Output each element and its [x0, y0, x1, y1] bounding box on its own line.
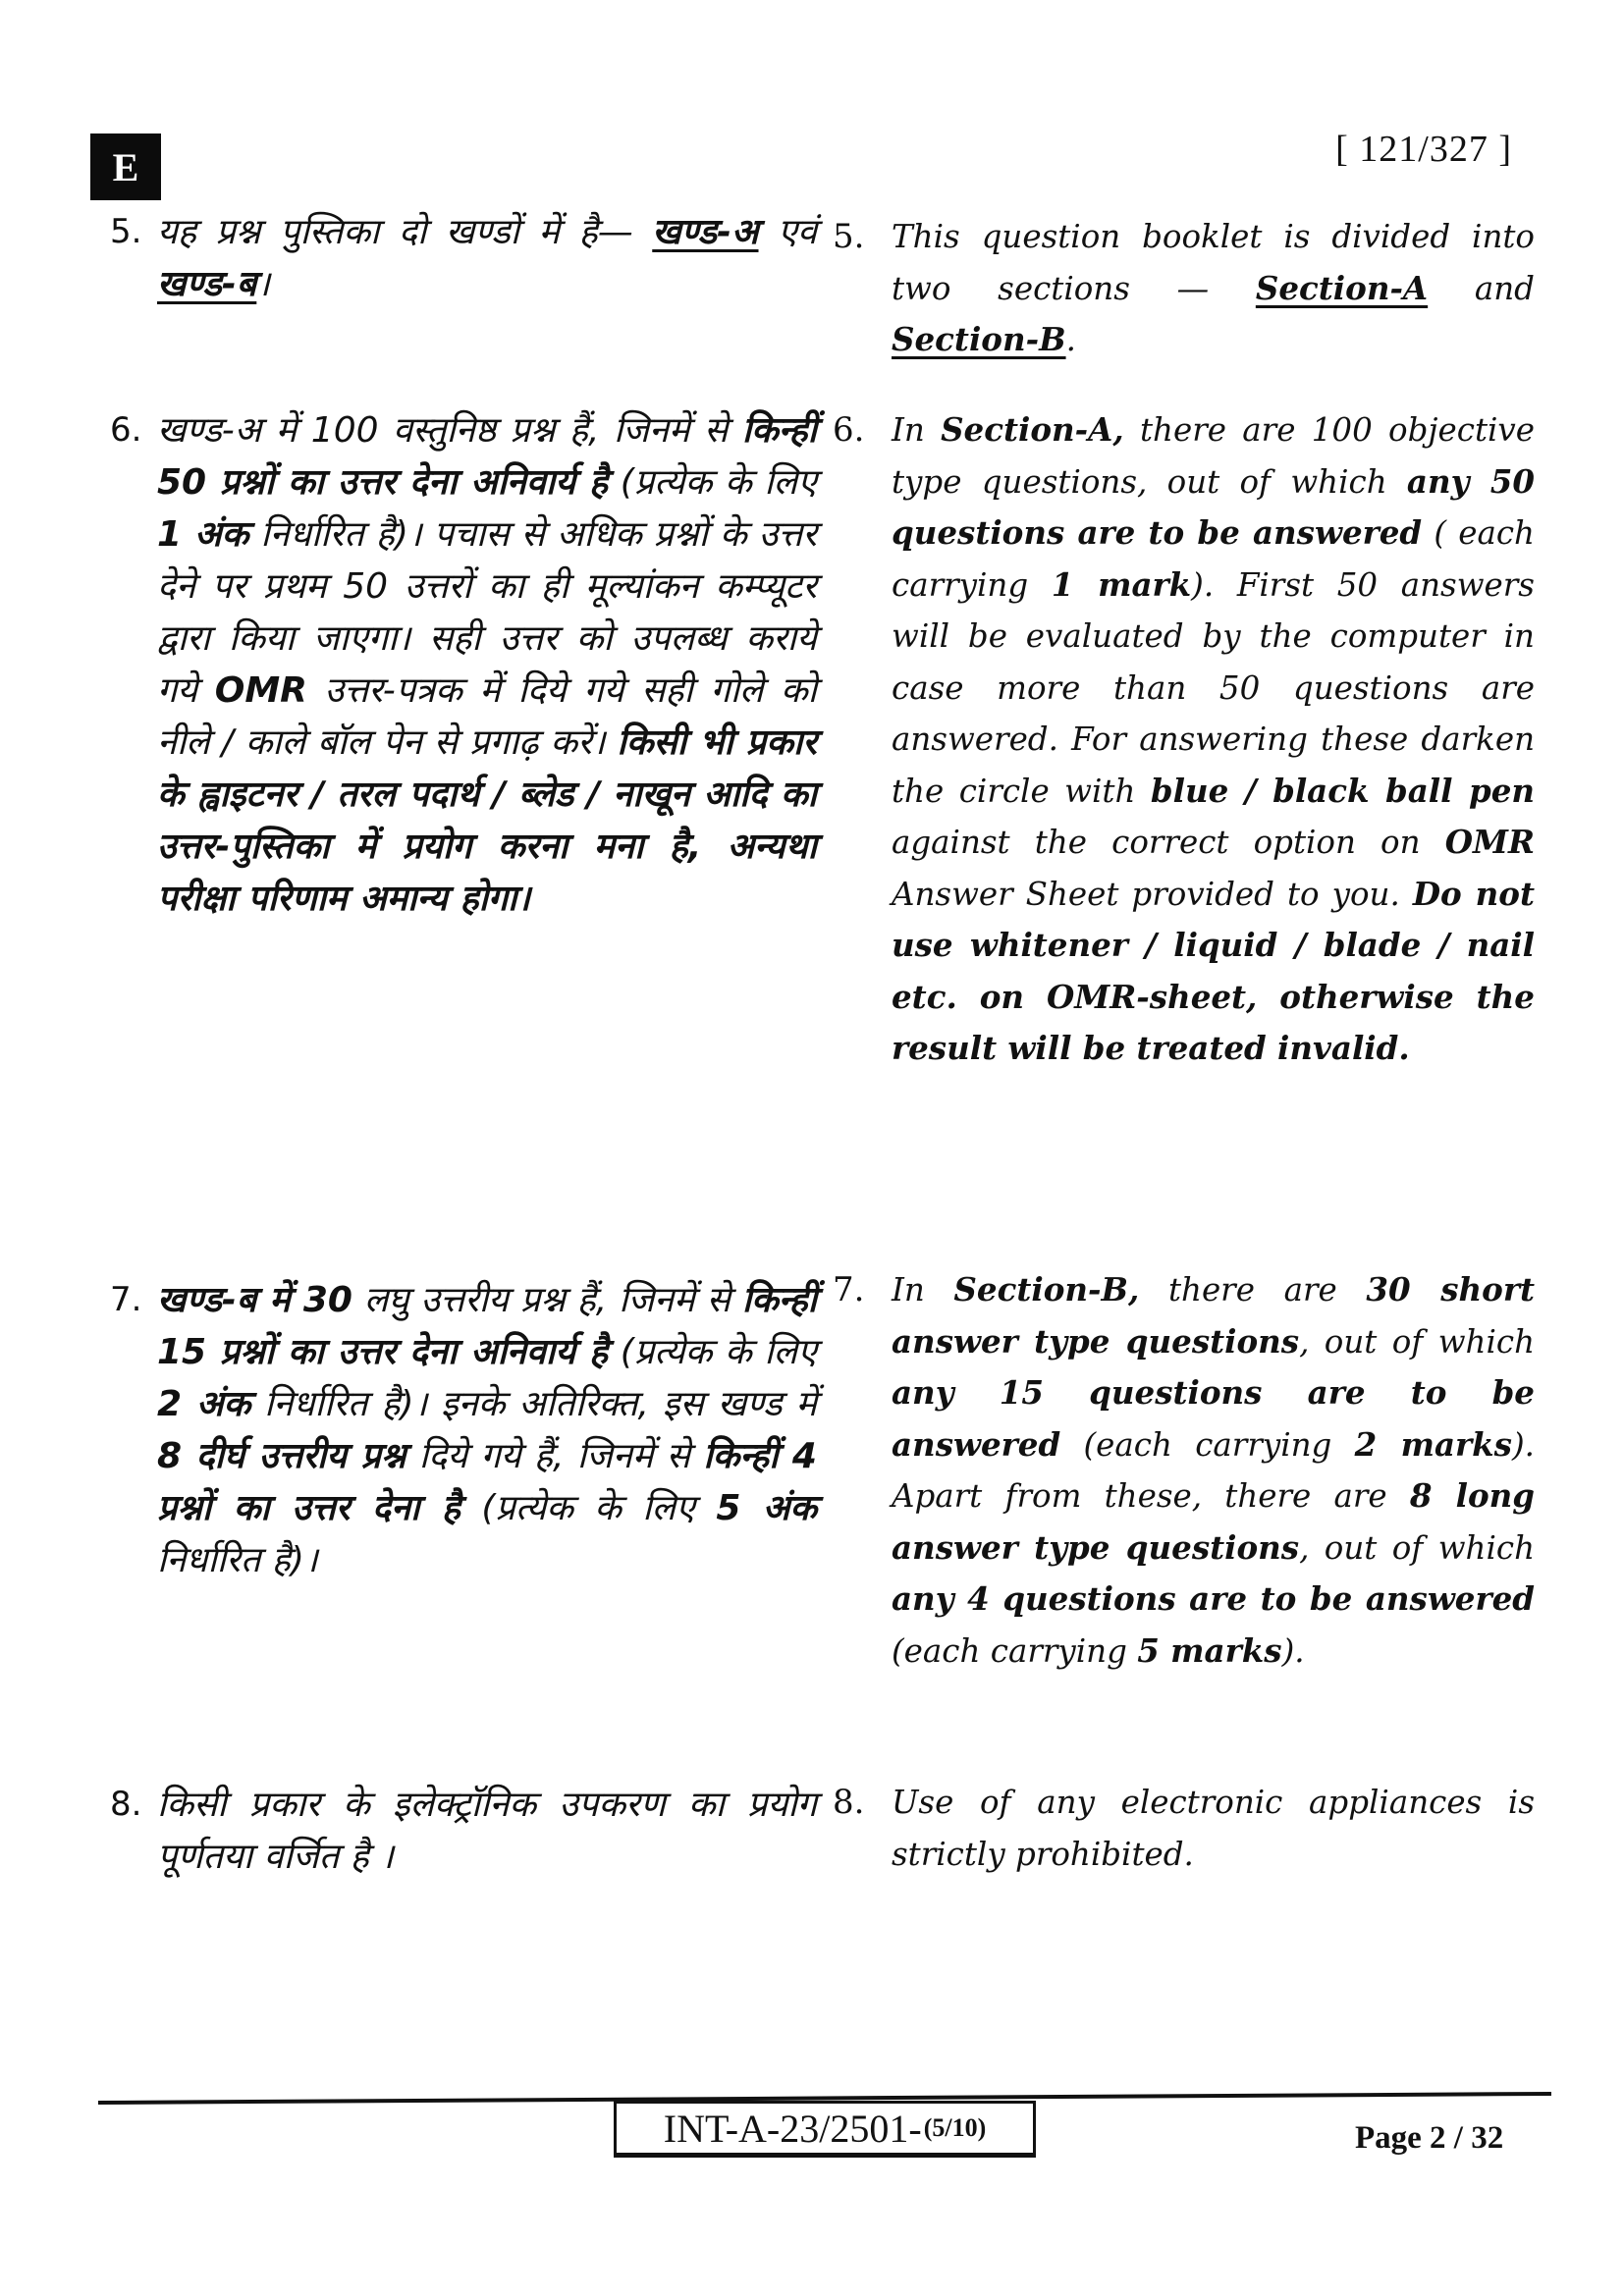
emphasis: OMR — [214, 670, 307, 711]
text: there are — [1139, 1271, 1367, 1308]
item-number: 6. — [833, 410, 865, 450]
section-a-label: Section-A — [1255, 268, 1429, 307]
emphasis: Section-B, — [953, 1270, 1140, 1308]
item-text — [892, 404, 1535, 1075]
text: ). First 50 answers will be evaluated by the computer in case more than 50 questions are answered. For answering these darken the circle with — [892, 565, 1535, 810]
item-text — [157, 1274, 817, 1586]
page-number: Page 2 / 32 — [1355, 2120, 1504, 2156]
text: एवं — [758, 212, 817, 252]
emphasis: 5 अंक — [716, 1488, 818, 1528]
emphasis: any 15 questions are to be answered — [892, 1373, 1535, 1464]
english-instruction-7 — [833, 1264, 1535, 1677]
english-instruction-5 — [833, 211, 1535, 366]
emphasis: 1 अंक — [157, 514, 249, 555]
emphasis: 5 marks — [1137, 1630, 1282, 1670]
text: there are 100 objective type questions, out of which — [892, 411, 1535, 501]
emphasis: 8 दीर्घ उत्तरीय प्रश्न — [157, 1436, 406, 1476]
emphasis: खण्ड-ब में 30 — [157, 1280, 352, 1320]
emphasis: any 50 questions are to be answered — [892, 461, 1535, 552]
emphasis: Section-A, — [941, 410, 1124, 449]
emphasis: 2 marks — [1354, 1424, 1512, 1464]
item-number: 8. — [833, 1783, 865, 1822]
emphasis: 30 short answer type questions — [892, 1270, 1535, 1361]
text: (प्रत्येक के लिए — [460, 1488, 717, 1528]
text: ). — [1281, 1631, 1305, 1670]
emphasis: blue / black ball pen — [1150, 771, 1536, 810]
text: ( each carrying — [892, 514, 1535, 604]
emphasis: OMR — [1444, 823, 1535, 861]
item-number: 7. — [833, 1270, 865, 1309]
text: खण्ड-अ में 100 वस्तुनिष्ठ प्रश्न हैं, जिनमें से — [157, 410, 742, 451]
text: । — [256, 264, 270, 304]
paper-code-box — [614, 2101, 1036, 2158]
text: against the correct option on — [892, 824, 1445, 861]
text: लघु उत्तरीय प्रश्न हैं, जिनमें से — [352, 1280, 742, 1320]
text: यह प्रश्न पुस्तिका दो खण्डों में है— — [157, 212, 653, 252]
text: निर्धारित है)। — [157, 1540, 318, 1580]
emphasis: 2 अंक — [157, 1384, 251, 1424]
text: उत्तर-पत्रक में दिये गये सही गोले को नीले / काले बॉल पेन से प्रगाढ़ करें। — [157, 670, 817, 763]
emphasis: किन्हीं 4 प्रश्नों का उत्तर देना है — [157, 1436, 817, 1528]
emphasis: 8 long answer type questions — [892, 1476, 1535, 1567]
english-instruction-8 — [833, 1777, 1535, 1880]
text: निर्धारित है)। इनके अतिरिक्त, इस खण्ड में — [250, 1384, 817, 1424]
item-text — [157, 404, 817, 925]
text: निर्धारित है)। पचास से अधिक प्रश्नों के उत्तर देने पर प्रथम 50 उत्तरों का ही मूल्यांकन कम्प्यूटर द्वारा किया जाएगा। सही उत्तर को उपलब्ध कराये गये — [157, 514, 817, 711]
hindi-instruction-8 — [110, 1779, 817, 1883]
item-number: 7. — [110, 1280, 142, 1319]
item-number: 5. — [833, 217, 865, 256]
text: (प्रत्येक के लिए — [608, 1332, 817, 1372]
emphasis: Do not use whitener / liquid / blade / nail etc. on OMR-sheet, otherwise the result will be treated invalid. — [892, 874, 1535, 1067]
text: (each carrying — [1060, 1425, 1355, 1464]
item-text — [157, 206, 817, 310]
booklet-code: [ 121/327 ] — [1335, 129, 1512, 170]
item-text: किसी प्रकार के इलेक्ट्रॉनिक उपकरण का प्रयोग पूर्णतया वर्जित है । — [157, 1785, 817, 1877]
item-text — [892, 211, 1535, 366]
hindi-instruction-5 — [110, 206, 817, 310]
text: ). Apart from these, there are — [892, 1425, 1535, 1515]
emphasis: 1 mark — [1051, 564, 1192, 604]
section-b-label: खण्ड-ब — [157, 264, 257, 304]
text: , out of which — [1299, 1528, 1535, 1567]
hindi-instruction-6 — [110, 404, 817, 925]
text: This question booklet is divided into two sections — — [892, 218, 1535, 307]
item-number: 6. — [110, 410, 142, 450]
section-b-label: Section-B — [892, 320, 1066, 358]
item-text — [892, 1264, 1535, 1677]
item-number: 5. — [110, 212, 142, 251]
emphasis: किसी भी प्रकार के ह्वाइटनर / तरल पदार्थ / ब्लेड / नाखून आदि का उत्तर-पुस्तिका में प्रयोग करना मना है, अन्यथा परीक्षा परिणाम अमान्य होगा। — [157, 722, 817, 919]
paper-code-suffix: (5/10) — [923, 2113, 987, 2142]
text: (each carrying — [892, 1631, 1138, 1670]
emphasis: any 4 questions are to be answered — [892, 1579, 1535, 1618]
hindi-instruction-7 — [110, 1274, 817, 1586]
text: In — [892, 1271, 954, 1308]
item-text: Use of any electronic appliances is strictly prohibited. — [892, 1784, 1535, 1873]
text: , out of which — [1299, 1322, 1535, 1361]
item-number: 8. — [110, 1785, 142, 1824]
english-instruction-6 — [833, 404, 1535, 1075]
text: दिये गये हैं, जिनमें से — [406, 1436, 704, 1476]
emphasis: किन्हीं 15 प्रश्नों का उत्तर देना अनिवार्य है — [157, 1280, 818, 1372]
section-a-label: खण्ड-अ — [652, 212, 759, 252]
paper-code: INT-A-23/2501- — [663, 2106, 922, 2151]
text: Answer Sheet provided to you. — [892, 875, 1413, 913]
text: and — [1428, 269, 1535, 307]
text: . — [1065, 321, 1076, 358]
emphasis: किन्हीं 50 प्रश्नों का उत्तर देना अनिवार्य है — [157, 410, 817, 503]
text: (प्रत्येक के लिए — [608, 462, 817, 503]
text: In — [892, 411, 942, 449]
set-badge: E — [90, 133, 161, 200]
